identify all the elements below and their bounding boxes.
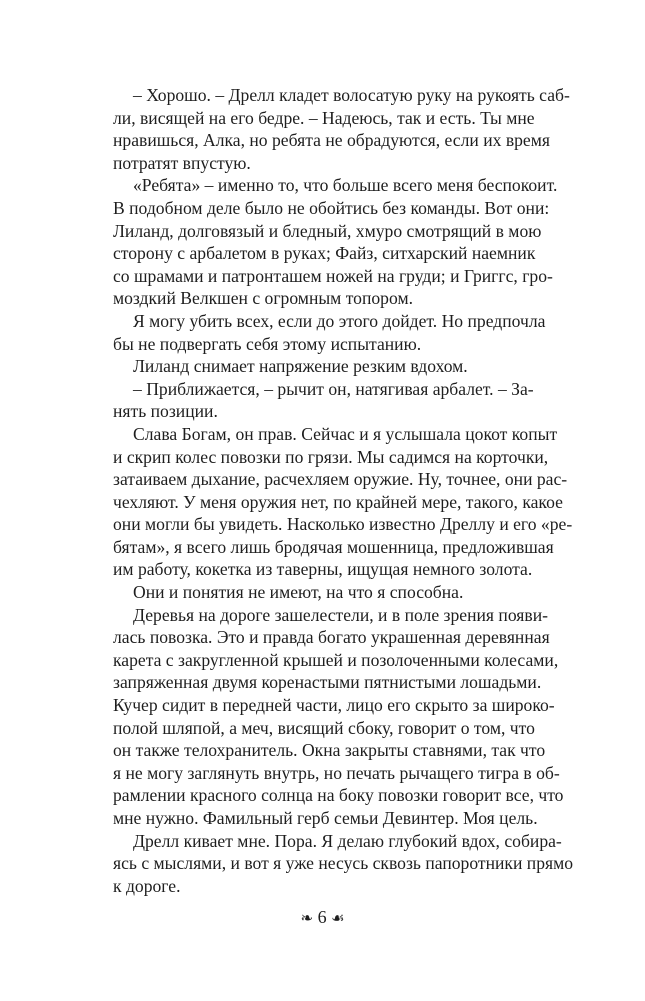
text-line: Я могу убить всех, если до этого дойдет. Но предпочла xyxy=(133,310,546,331)
text-line: Они и понятия не имеют, на что я способна. xyxy=(133,582,464,603)
text-line: В подобном деле было не обойтись без команды. Вот они: xyxy=(113,197,550,218)
text-line: я не могу заглянуть внутрь, но печать рычащего тигра в об- xyxy=(113,762,560,783)
text-line: мне нужно. Фамильный герб семьи Девинтер. Моя цель. xyxy=(113,808,538,828)
text-line: ли, висящей на его бедре. – Надеюсь, так и есть. Ты мне xyxy=(113,107,535,128)
ornament-right-icon: ☙ xyxy=(331,911,345,927)
ornament-left-icon: ❧ xyxy=(300,911,314,927)
text-line: Деревья на дороге зашелестели, и в поле зрения появи- xyxy=(133,604,548,625)
text-line: – Хорошо. – Дрелл кладет волосатую руку на рукоять саб- xyxy=(133,85,570,105)
text-line: им работу, кокетка из таверны, ищущая немного золота. xyxy=(113,559,533,580)
text-line: запряженная двумя коренастыми пятнистыми лошадьми. xyxy=(113,672,542,693)
page-footer xyxy=(0,907,645,928)
text-line: они могли бы увидеть. Насколько известно Дреллу и его «ре- xyxy=(113,514,573,535)
book-page-text xyxy=(113,84,574,897)
text-line: чехляют. У меня оружия нет, по крайней мере, такого, какое xyxy=(113,491,563,512)
text-line: затаиваем дыхание, расчехляем оружие. Ну, точнее, они рас- xyxy=(113,469,568,490)
text-line: он также телохранитель. Окна закрыты ставнями, так что xyxy=(113,740,546,761)
text-line: сторону с арбалетом в руках; Файз, ситхарский наемник xyxy=(113,243,536,264)
text-line: моздкий Велкшен с огромным топором. xyxy=(113,288,413,309)
text-line: бятам», я всего лишь бродячая мошенница, предложившая xyxy=(113,536,554,557)
text-line: «Ребята» – именно то, что больше всего меня беспокоит. xyxy=(133,175,558,196)
page-number: 6 xyxy=(317,907,327,927)
text-line: нравишься, Алка, но ребята не обрадуются, если их время xyxy=(113,130,550,151)
text-line: Кучер сидит в передней части, лицо его скрыто за широко- xyxy=(113,695,555,716)
text-line: нять позиции. xyxy=(113,401,218,422)
text-line: рамлении красного солнца на боку повозки говорит все, что xyxy=(113,785,564,806)
text-line: потратят впустую. xyxy=(113,152,251,173)
text-line: Дрелл кивает мне. Пора. Я делаю глубокий вдох, собира- xyxy=(133,830,562,851)
text-line: Лиланд, долговязый и бледный, хмуро смотрящий в мою xyxy=(113,220,542,241)
text-line: полой шляпой, а меч, висящий сбоку, говорит о том, что xyxy=(113,717,535,738)
text-line: и скрип колес повозки по грязи. Мы садимся на корточки, xyxy=(113,446,549,467)
text-line: со шрамами и патронташем ножей на груди; и Григгс, гро- xyxy=(113,265,553,286)
text-line: Слава Богам, он прав. Сейчас и я услышала цокот копыт xyxy=(133,423,558,444)
text-line: ясь с мыслями, и вот я уже несусь сквозь папоротники прямо xyxy=(113,853,574,874)
text-line: лась повозка. Это и правда богато украшенная деревянная xyxy=(113,627,550,648)
text-line: бы не подвергать себя этому испытанию. xyxy=(113,333,422,354)
text-line: Лиланд снимает напряжение резким вдохом. xyxy=(133,356,468,377)
text-line: к дороге. xyxy=(113,875,181,896)
text-line: – Приближается, – рычит он, натягивая арбалет. – За- xyxy=(133,378,534,399)
text-line: карета с закругленной крышей и позолоченными колесами, xyxy=(113,649,559,670)
